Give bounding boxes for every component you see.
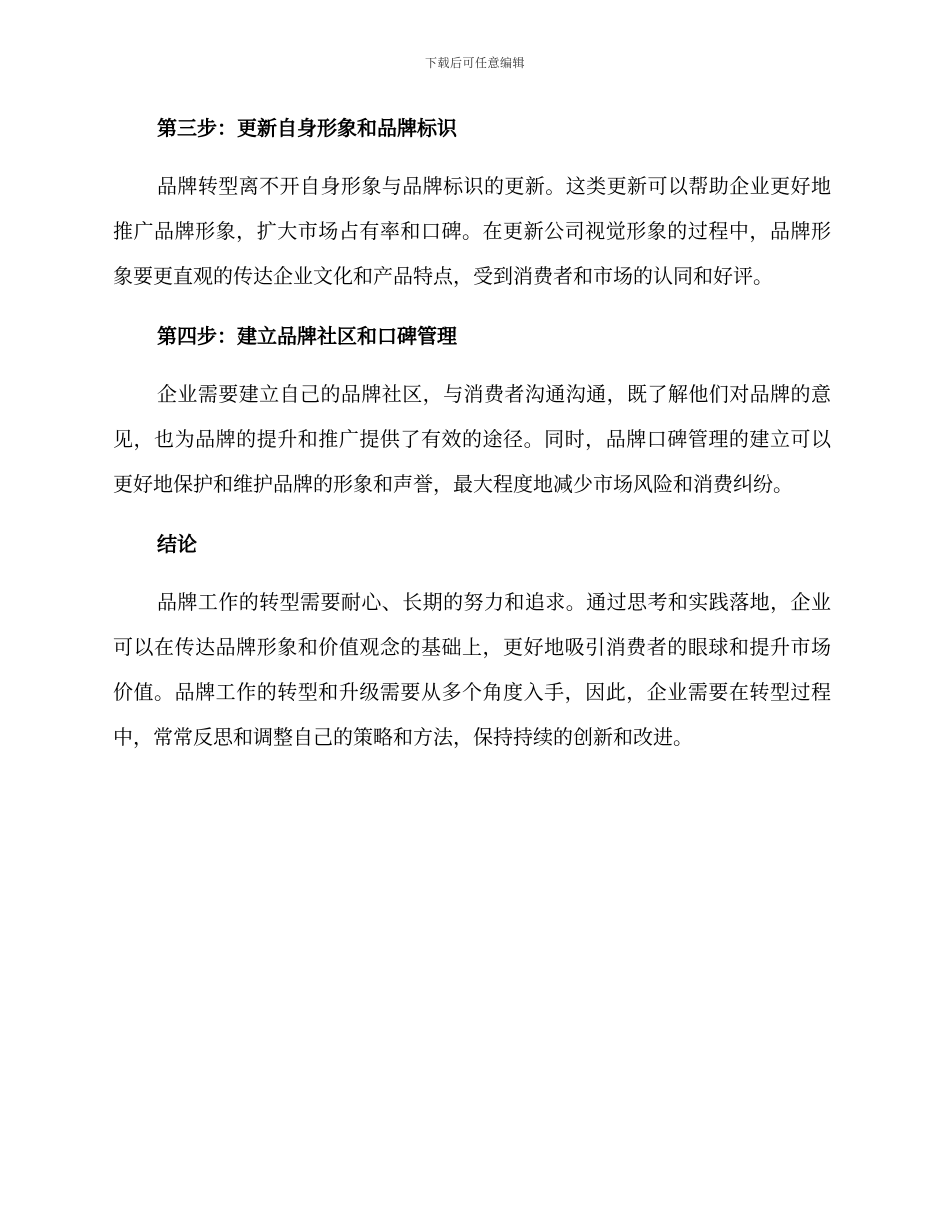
section-paragraph-step-four: 企业需要建立自己的品牌社区，与消费者沟通沟通，既了解他们对品牌的意见，也为品牌的提升和推广提供了有效的途径。同时，品牌口碑管理的建立可以更好地保护和维护品牌的形象和声誉，最大程度地减少市场风险和消费纠纷。 (113, 382, 831, 496)
header-note: 下载后可任意编辑 (424, 56, 525, 70)
document-body (113, 112, 831, 760)
section-paragraph-conclusion: 品牌工作的转型需要耐心、长期的努力和追求。通过思考和实践落地，企业可以在传达品牌形象和价值观念的基础上，更好地吸引消费者的眼球和提升市场价值。品牌工作的转型和升级需要从多个角度入手，因此，企业需要在转型过程中，常常反思和调整自己的策略和方法，保持持续的创新和改进。 (113, 590, 831, 749)
section-paragraph-step-three: 品牌转型离不开自身形象与品牌标识的更新。这类更新可以帮助企业更好地推广品牌形象，扩大市场占有率和口碑。在更新公司视觉形象的过程中，品牌形象要更直观的传达企业文化和产品特点，受到消费者和市场的认同和好评。 (113, 174, 831, 288)
section-heading-step-three: 第三步：更新自身形象和品牌标识 (157, 116, 457, 140)
section-heading-conclusion: 结论 (157, 532, 197, 556)
section-heading-step-four: 第四步：建立品牌社区和口碑管理 (157, 324, 457, 348)
